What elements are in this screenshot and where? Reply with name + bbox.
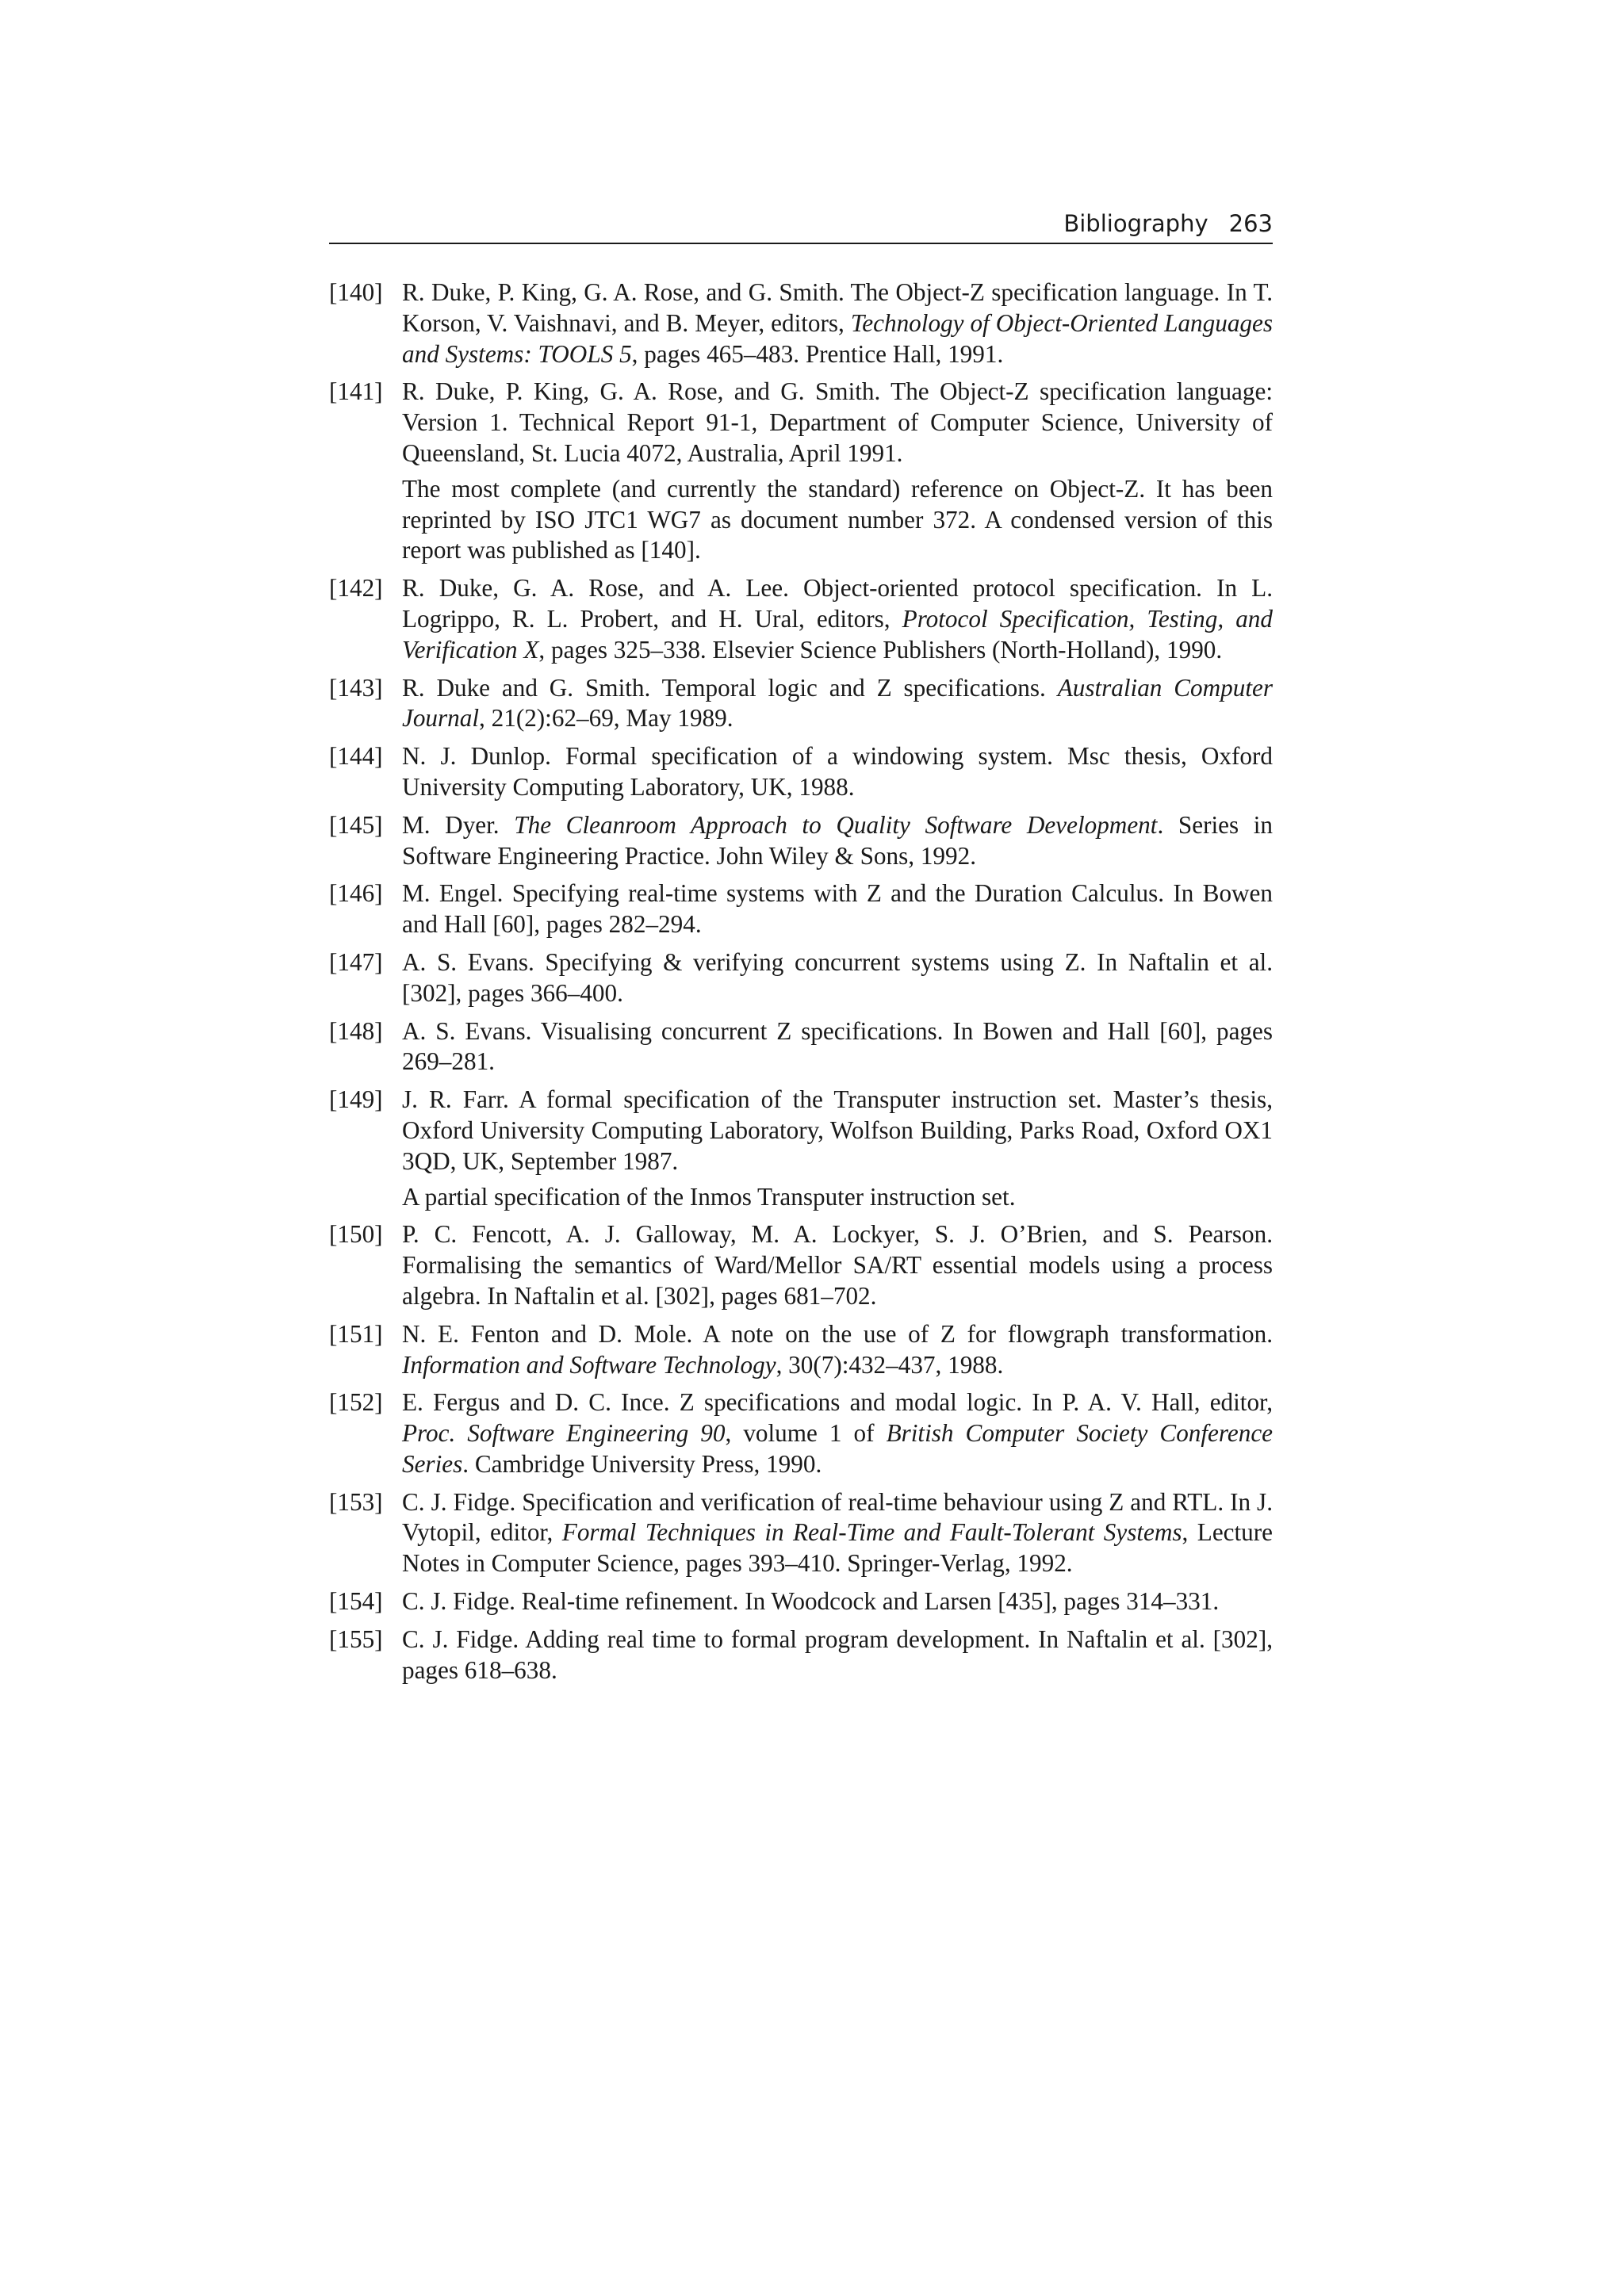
reference-body bbox=[402, 741, 1273, 803]
citation-text: R. Duke, P. King, G. A. Rose, and G. Smith. The Object-Z specification language. In T. Korson, V. Vaishnavi, and B. Meyer, editors, bbox=[402, 278, 1273, 337]
reference-label: [153] bbox=[329, 1487, 383, 1516]
citation-title-italic: Technology of Object-Oriented Languages and Systems: TOOLS 5 bbox=[402, 308, 1273, 368]
citation-text: , pages 325–338. Elsevier Science Publishers (North-Holland), 1990. bbox=[538, 635, 1223, 664]
citation-title-italic: The Cleanroom Approach to Quality Software Development bbox=[514, 810, 1158, 839]
reference-entry bbox=[329, 573, 1273, 665]
reference-label: [150] bbox=[329, 1220, 383, 1249]
reference-body bbox=[402, 810, 1273, 872]
reference-entry bbox=[329, 1319, 1273, 1381]
reference-citation bbox=[402, 1319, 1273, 1381]
citation-text: , 21(2):62–69, May 1989. bbox=[479, 704, 733, 733]
citation-text: R. Duke, G. A. Rose, and A. Lee. Object-oriented protocol specification. In L. Logrippo, R. L. Probert, and H. Ural, editors, bbox=[402, 574, 1273, 633]
citation-text: C. J. Fidge. Adding real time to formal program development. In Naftalin et al. [302], pages 618–638. bbox=[402, 1624, 1273, 1684]
reference-label: [143] bbox=[329, 673, 383, 702]
reference-entry bbox=[329, 810, 1273, 872]
reference-label: [145] bbox=[329, 810, 383, 839]
running-head bbox=[329, 210, 1273, 244]
citation-title-italic: Protocol Specification, Testing, and Verification X bbox=[402, 604, 1273, 664]
reference-label: [144] bbox=[329, 742, 383, 771]
reference-label: [155] bbox=[329, 1624, 383, 1653]
reference-entry bbox=[329, 1487, 1273, 1579]
citation-title-italic: Formal Techniques in Real-Time and Fault-Tolerant Systems bbox=[561, 1518, 1182, 1547]
citation-text: R. Duke, P. King, G. A. Rose, and G. Smith. The Object-Z specification language: Version 1. Technical Report 91-1, Department of Computer Science, University of Queensland, St. Lucia 4072, Australia, April 1991. bbox=[402, 377, 1273, 467]
reference-citation bbox=[402, 1016, 1273, 1078]
reference-citation bbox=[402, 573, 1273, 665]
reference-label: [151] bbox=[329, 1319, 383, 1348]
reference-annotation: A partial specification of the Inmos Transputer instruction set. bbox=[402, 1182, 1016, 1211]
reference-entry bbox=[329, 878, 1273, 940]
reference-entry bbox=[329, 1624, 1273, 1686]
reference-body bbox=[402, 1487, 1273, 1579]
reference-list bbox=[329, 277, 1273, 1686]
citation-text: M. Engel. Specifying real-time systems with Z and the Duration Calculus. In Bowen and Hall [60], pages 282–294. bbox=[402, 879, 1273, 939]
reference-entry bbox=[329, 277, 1273, 369]
citation-text: , volume 1 of bbox=[725, 1419, 887, 1448]
reference-entry bbox=[329, 1586, 1273, 1617]
citation-text: , pages 465–483. Prentice Hall, 1991. bbox=[631, 339, 1004, 368]
reference-entry bbox=[329, 1085, 1273, 1212]
reference-citation bbox=[402, 1219, 1273, 1311]
citation-title-italic: Australian Computer Journal bbox=[402, 673, 1273, 733]
reference-body bbox=[402, 1016, 1273, 1078]
reference-label: [140] bbox=[329, 278, 383, 306]
citation-title-italic: British Computer Society Conference Series bbox=[402, 1419, 1274, 1478]
citation-text: , 30(7):432–437, 1988. bbox=[776, 1350, 1004, 1379]
reference-citation bbox=[402, 277, 1273, 369]
reference-body bbox=[402, 1319, 1273, 1381]
citation-text: C. J. Fidge. Real-time refinement. In Woodcock and Larsen [435], pages 314–331. bbox=[402, 1587, 1220, 1616]
reference-label: [154] bbox=[329, 1587, 383, 1616]
reference-body bbox=[402, 1219, 1273, 1311]
reference-entry bbox=[329, 377, 1273, 566]
reference-label: [141] bbox=[329, 377, 383, 406]
citation-text: E. Fergus and D. C. Ince. Z specifications and modal logic. In P. A. V. Hall, editor, bbox=[402, 1388, 1273, 1417]
citation-text: C. J. Fidge. Specification and verification of real-time behaviour using Z and RTL. In J. Vytopil, editor, bbox=[402, 1487, 1273, 1547]
reference-body bbox=[402, 1586, 1273, 1617]
reference-citation bbox=[402, 1586, 1273, 1617]
reference-label: [147] bbox=[329, 947, 383, 976]
reference-citation bbox=[402, 1387, 1273, 1479]
reference-entry bbox=[329, 1387, 1273, 1479]
reference-citation bbox=[402, 1624, 1273, 1686]
citation-title-italic: Information and Software Technology bbox=[402, 1350, 776, 1379]
reference-entry bbox=[329, 1219, 1273, 1311]
reference-body bbox=[402, 1387, 1273, 1479]
citation-text: . Series in Software Engineering Practice. John Wiley & Sons, 1992. bbox=[402, 810, 1274, 870]
reference-annotation: The most complete (and currently the standard) reference on Object-Z. It has been reprinted by ISO JTC1 WG7 as document number 372. A condensed version of this report was published as [140]. bbox=[402, 474, 1273, 564]
reference-entry bbox=[329, 1016, 1273, 1078]
citation-text: , Lecture Notes in Computer Science, pages 393–410. Springer-Verlag, 1992. bbox=[402, 1518, 1273, 1578]
citation-text: M. Dyer. bbox=[402, 810, 515, 839]
reference-citation bbox=[402, 947, 1273, 1009]
reference-label: [152] bbox=[329, 1388, 383, 1417]
citation-title-italic: Proc. Software Engineering 90 bbox=[402, 1419, 726, 1448]
citation-text: N. J. Dunlop. Formal specification of a windowing system. Msc thesis, Oxford University Computing Laboratory, UK, 1988. bbox=[402, 742, 1273, 801]
reference-label: [146] bbox=[329, 879, 383, 908]
reference-label: [149] bbox=[329, 1085, 383, 1114]
citation-text: R. Duke and G. Smith. Temporal logic and Z specifications. bbox=[402, 673, 1058, 702]
reference-citation bbox=[402, 741, 1273, 803]
citation-text: A. S. Evans. Visualising concurrent Z specifications. In Bowen and Hall [60], pages 269–281. bbox=[402, 1016, 1273, 1076]
reference-entry bbox=[329, 673, 1273, 735]
reference-entry bbox=[329, 741, 1273, 803]
citation-text: A. S. Evans. Specifying & verifying concurrent systems using Z. In Naftalin et al. [302], pages 366–400. bbox=[402, 947, 1273, 1007]
book-page bbox=[329, 210, 1273, 1693]
reference-entry bbox=[329, 947, 1273, 1009]
reference-label: [142] bbox=[329, 574, 383, 603]
reference-citation bbox=[402, 673, 1273, 735]
reference-body bbox=[402, 1085, 1273, 1212]
page-number: 263 bbox=[1228, 210, 1273, 237]
citation-text: P. C. Fencott, A. J. Galloway, M. A. Lockyer, S. J. O’Brien, and S. Pearson. Formalising the semantics of Ward/Mellor SA/RT essential models using a process algebra. In Naftalin et al. [302], pages 681–702. bbox=[402, 1220, 1273, 1310]
citation-text: . Cambridge University Press, 1990. bbox=[462, 1449, 822, 1478]
reference-body bbox=[402, 947, 1273, 1009]
reference-body bbox=[402, 377, 1273, 566]
reference-citation bbox=[402, 377, 1273, 469]
reference-body bbox=[402, 673, 1273, 735]
reference-citation bbox=[402, 810, 1273, 872]
citation-text: J. R. Farr. A formal specification of the Transputer instruction set. Master’s thesis, Oxford University Computing Laboratory, Wolfson Building, Parks Road, Oxford OX1 3QD, UK, September 1987. bbox=[402, 1085, 1273, 1175]
reference-body bbox=[402, 1624, 1273, 1686]
citation-text: N. E. Fenton and D. Mole. A note on the use of Z for flowgraph transformation. bbox=[402, 1319, 1273, 1348]
reference-body bbox=[402, 878, 1273, 940]
reference-body bbox=[402, 277, 1273, 369]
reference-body bbox=[402, 573, 1273, 665]
reference-citation bbox=[402, 878, 1273, 940]
reference-label: [148] bbox=[329, 1016, 383, 1045]
section-title: Bibliography bbox=[1063, 210, 1208, 237]
reference-citation bbox=[402, 1487, 1273, 1579]
reference-citation bbox=[402, 1085, 1273, 1177]
